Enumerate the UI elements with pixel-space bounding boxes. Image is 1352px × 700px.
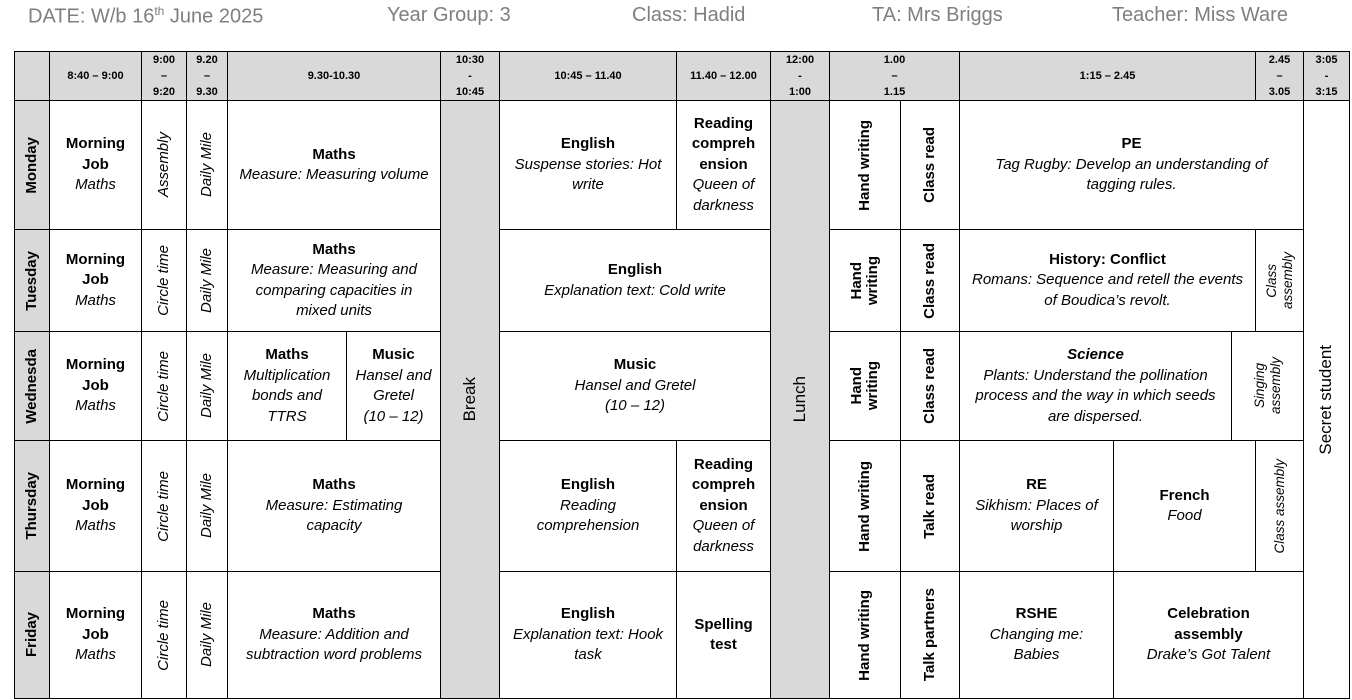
time-text: 2.45 (1268, 54, 1291, 66)
friday-celebration-assembly (1113, 571, 1304, 699)
friday-talk-partners (900, 571, 960, 699)
thursday-reading-comprehension (676, 440, 771, 572)
time-header (499, 51, 677, 101)
monday-morning-job (49, 100, 142, 230)
teacher-label: Teacher: Miss Ware (1112, 4, 1288, 26)
lesson-title: compreh (691, 135, 756, 153)
time-text: 3:05 (1315, 54, 1338, 66)
lesson-detail: (10 – 12) (363, 407, 424, 425)
friday-maths (227, 571, 441, 699)
secret-student-column (1303, 100, 1350, 699)
day-label-monday (14, 100, 50, 230)
lesson-title: French (1159, 486, 1210, 504)
lesson-detail: are dispersed. (1047, 407, 1144, 425)
day-label-wednesday (14, 331, 50, 441)
lesson-text: Hand (848, 261, 865, 300)
monday-class-read (900, 100, 960, 230)
time-text: 1.15 (883, 86, 906, 98)
lesson-title: Job (82, 155, 109, 173)
wednesday-daily-mile (186, 331, 228, 441)
lesson-title: Maths (312, 240, 356, 258)
break-text: Break (459, 377, 479, 422)
lesson-detail: Romans: Sequence and retell the events (971, 271, 1243, 289)
lesson-title: Job (82, 625, 109, 643)
friday-handwriting (829, 571, 901, 699)
lesson-detail: Explanation text: Cold write (544, 281, 726, 299)
lesson-text: Class read (921, 127, 938, 203)
time-text: - (798, 70, 802, 82)
time-header (1255, 51, 1304, 101)
lesson-title: test (710, 636, 737, 653)
time-header (959, 51, 1256, 101)
thursday-morning-job (49, 440, 142, 572)
lesson-text: Hand writing (856, 589, 873, 681)
lesson-title: English (560, 476, 616, 494)
lesson-detail: Queen of (692, 517, 755, 535)
wednesday-circle-time (141, 331, 187, 441)
lesson-title: Celebration (1167, 605, 1250, 623)
wednesday-handwriting (829, 331, 901, 441)
lesson-title: ension (699, 496, 748, 514)
wednesday-morning-job (49, 331, 142, 441)
lesson-title: English (560, 135, 616, 153)
time-text: 3.05 (1268, 86, 1291, 98)
time-text: 9.20 (196, 54, 218, 66)
lesson-detail: Reading (560, 496, 616, 514)
time-text: 1:15 – 2.45 (1079, 70, 1136, 82)
break-column (440, 100, 500, 699)
lesson-detail: darkness (693, 196, 754, 214)
lesson-title: ension (699, 155, 748, 173)
lesson-detail: (10 – 12) (604, 397, 666, 415)
lesson-detail: Maths (75, 517, 116, 535)
monday-maths (227, 100, 441, 230)
time-text: 10:30 (455, 54, 485, 66)
lesson-text: Circle time (154, 245, 172, 316)
lesson-detail: Measure: Addition and (259, 625, 409, 643)
lesson-detail: Suspense stories: Hot (514, 155, 662, 173)
thursday-re (959, 440, 1114, 572)
lesson-text: Daily Mile (197, 353, 215, 419)
lesson-detail: Plants: Understand the pollination (983, 366, 1208, 384)
lesson-title: RE (1026, 476, 1047, 494)
lesson-text: Circle time (154, 599, 172, 671)
lesson-text: Daily Mile (197, 473, 215, 539)
time-text: 9:20 (152, 86, 176, 98)
ta-label: TA: Mrs Briggs (872, 4, 1003, 26)
lesson-detail: Sikhism: Places of (975, 496, 1098, 514)
thursday-french (1113, 440, 1256, 572)
time-header (829, 51, 960, 101)
lesson-title: Morning (65, 476, 126, 494)
wednesday-science (959, 331, 1232, 441)
secret-student-text: Secret student (1316, 344, 1336, 455)
tuesday-class-assembly (1255, 229, 1304, 332)
lesson-title: Job (82, 496, 109, 514)
year-group-label: Year Group: 3 (387, 4, 511, 26)
lesson-text: assembly (1279, 251, 1295, 310)
time-header (676, 51, 771, 101)
lesson-detail: Hansel and (355, 366, 432, 384)
thursday-talk-read (900, 440, 960, 572)
monday-reading-comprehension (676, 100, 771, 230)
lesson-title: Morning (65, 135, 126, 153)
lesson-detail: Maths (75, 397, 116, 415)
lesson-title: Music (613, 356, 657, 374)
corner-cell (14, 51, 50, 101)
time-text: - (468, 70, 472, 82)
lesson-title: Morning (65, 605, 126, 623)
time-text: 3:15 (1315, 86, 1338, 98)
day-text: Tuesday (22, 250, 40, 311)
friday-circle-time (141, 571, 187, 699)
lesson-text: assembly (1267, 357, 1283, 415)
lesson-text: Talk read (921, 473, 938, 539)
thursday-handwriting (829, 440, 901, 572)
time-header (1303, 51, 1350, 101)
lunch-text: Lunch (789, 376, 809, 423)
lesson-title: Morning (65, 250, 126, 268)
date-label: DATE: W/b 16th June 2025 (28, 4, 264, 28)
tuesday-history (959, 229, 1256, 332)
lesson-text: Hand (848, 367, 865, 405)
lesson-title: Morning (65, 356, 126, 374)
lesson-text: Daily Mile (197, 247, 215, 313)
lesson-text: Class read (921, 348, 938, 424)
lesson-text: Singing (1251, 363, 1267, 409)
lesson-title: Music (372, 346, 415, 363)
time-header (49, 51, 142, 101)
lesson-title: Job (82, 376, 109, 394)
lesson-title: Science (1067, 346, 1124, 363)
lesson-title: compreh (691, 476, 756, 494)
lesson-detail: darkness (693, 537, 754, 555)
lesson-detail: Maths (75, 291, 116, 309)
time-text: 8:40 – 9:00 (67, 70, 124, 82)
lesson-detail: worship (1010, 517, 1063, 535)
day-text: Wednesda (22, 348, 40, 424)
time-text: 9.30 (196, 86, 218, 98)
lesson-title: Spelling (694, 615, 753, 633)
lesson-title: Maths (312, 145, 356, 163)
lesson-detail: Measure: Estimating (265, 496, 403, 514)
lesson-text: Class (1263, 263, 1279, 298)
lesson-text: Daily Mile (197, 602, 215, 668)
lesson-detail: comparing capacities in (255, 281, 413, 299)
thursday-maths (227, 440, 441, 572)
friday-english (499, 571, 677, 699)
lesson-detail: bonds and (251, 387, 323, 404)
lesson-title: Reading (693, 455, 754, 473)
wednesday-music (499, 331, 771, 441)
lesson-detail: Multiplication (243, 366, 331, 384)
lesson-title: Reading (693, 114, 754, 132)
time-header (141, 51, 187, 101)
friday-daily-mile (186, 571, 228, 699)
tuesday-handwriting (829, 229, 901, 332)
time-header (770, 51, 830, 101)
time-header (227, 51, 441, 101)
lesson-detail: Hansel and Gretel (574, 376, 696, 394)
time-text: – (1276, 70, 1283, 82)
day-text: Friday (22, 612, 40, 658)
lesson-text: Hand writing (856, 119, 873, 211)
lesson-title: English (560, 605, 616, 623)
time-text: - (1324, 70, 1329, 82)
lesson-title: PE (1121, 135, 1142, 153)
day-label-friday (14, 571, 50, 699)
lesson-text: Class assembly (1271, 458, 1287, 554)
lesson-title: assembly (1174, 625, 1243, 643)
wednesday-music-morning (346, 331, 441, 441)
lesson-text: Talk partners (921, 588, 938, 682)
monday-daily-mile (186, 100, 228, 230)
lesson-detail: of Boudica’s revolt. (1044, 291, 1171, 309)
lesson-detail: process and the way in which seeds (975, 387, 1216, 404)
class-label: Class: Hadid (632, 4, 746, 26)
day-label-tuesday (14, 229, 50, 332)
lesson-detail: Explanation text: Hook (512, 625, 664, 643)
friday-rshe (959, 571, 1114, 699)
wednesday-maths (227, 331, 347, 441)
day-text: Thursday (22, 472, 40, 540)
monday-pe (959, 100, 1304, 230)
lesson-title: Job (82, 271, 109, 289)
monday-assembly (141, 100, 187, 230)
lesson-title: RSHE (1015, 605, 1058, 623)
tuesday-maths (227, 229, 441, 332)
monday-handwriting (829, 100, 901, 230)
time-text: 11.40 – 12.00 (690, 70, 757, 82)
lesson-detail: mixed units (296, 302, 372, 319)
time-text: – (891, 70, 898, 82)
lesson-detail: Measure: Measuring and (251, 261, 417, 278)
monday-english (499, 100, 677, 230)
lesson-text: writing (864, 255, 881, 306)
lesson-text: Circle time (154, 470, 172, 542)
thursday-circle-time (141, 440, 187, 572)
lesson-detail: Queen of (692, 176, 755, 194)
lesson-title: Maths (265, 346, 309, 363)
lesson-title: Maths (312, 476, 356, 494)
lesson-detail: task (574, 646, 602, 664)
time-text: – (203, 70, 211, 82)
lesson-detail: subtraction word problems (246, 646, 422, 664)
lesson-text: Circle time (154, 350, 172, 422)
lesson-title: English (607, 261, 663, 278)
lesson-detail: Babies (1013, 646, 1060, 664)
time-header (440, 51, 500, 101)
lesson-detail: capacity (306, 517, 362, 535)
lesson-detail: Maths (75, 646, 116, 664)
thursday-class-assembly (1255, 440, 1304, 572)
lesson-text: Class read (921, 242, 938, 319)
thursday-english (499, 440, 677, 572)
time-text: 10:45 – 11.40 (554, 70, 622, 82)
wednesday-singing-assembly (1231, 331, 1304, 441)
tuesday-morning-job (49, 229, 142, 332)
time-text: – (160, 70, 168, 82)
lunch-column (770, 100, 830, 699)
lesson-text: Daily Mile (197, 132, 215, 198)
tuesday-daily-mile (186, 229, 228, 332)
tuesday-class-read (900, 229, 960, 332)
lesson-title: History: Conflict (1049, 250, 1166, 268)
lesson-detail: write (572, 176, 604, 194)
tuesday-circle-time (141, 229, 187, 332)
wednesday-class-read (900, 331, 960, 441)
lesson-detail: TTRS (267, 407, 307, 425)
time-text: 9:00 (152, 54, 176, 66)
lesson-text: Hand writing (856, 460, 873, 552)
time-text: 9.30-10.30 (307, 70, 361, 82)
lesson-detail: Drake’s Got Talent (1146, 646, 1271, 664)
tuesday-english (499, 229, 771, 332)
friday-spelling-test (676, 571, 771, 699)
time-text: 1:00 (788, 86, 812, 98)
friday-morning-job (49, 571, 142, 699)
lesson-detail: Maths (75, 176, 116, 194)
lesson-title: Maths (312, 605, 356, 623)
lesson-detail: tagging rules. (1086, 176, 1177, 194)
time-header (186, 51, 228, 101)
lesson-detail: comprehension (536, 517, 640, 535)
day-label-thursday (14, 440, 50, 572)
lesson-detail: Changing me: (989, 625, 1084, 643)
lesson-text: Assembly (154, 132, 172, 198)
lesson-text: writing (864, 361, 881, 411)
lesson-detail: Gretel (373, 387, 414, 404)
time-text: 12:00 (785, 54, 815, 66)
thursday-daily-mile (186, 440, 228, 572)
lesson-detail: Measure: Measuring volume (239, 166, 429, 183)
time-text: 10:45 (455, 86, 485, 98)
lesson-detail: Tag Rugby: Develop an understanding of (995, 155, 1268, 173)
lesson-detail: Food (1167, 507, 1202, 524)
day-text: Monday (22, 136, 40, 194)
time-text: 1.00 (883, 54, 906, 66)
